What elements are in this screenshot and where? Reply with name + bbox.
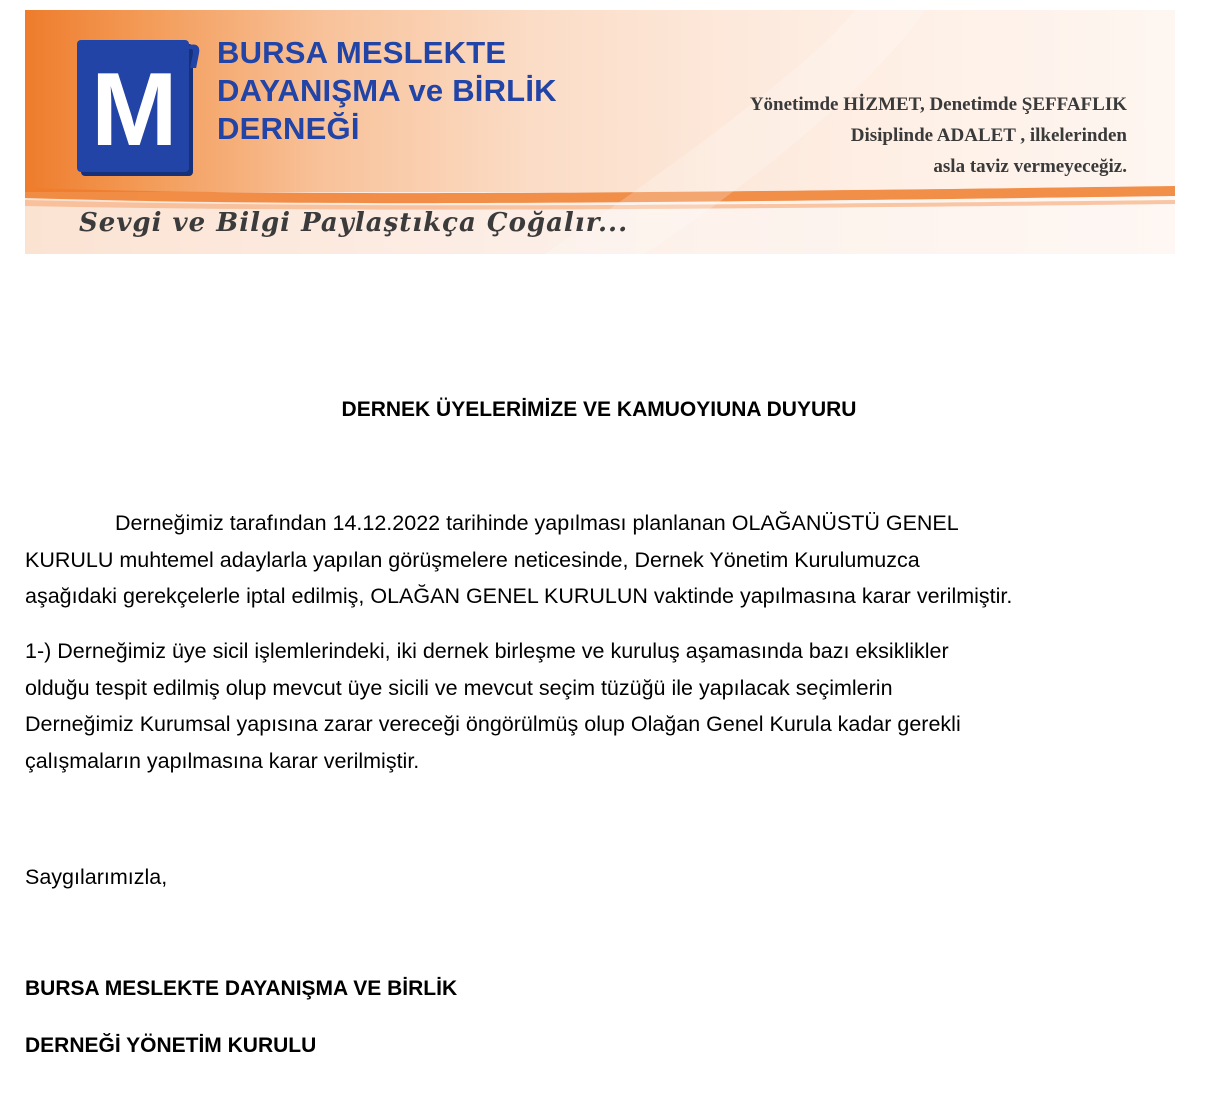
slogan: Sevgi ve Bilgi Paylaştıkça Çoğalır... <box>79 208 629 238</box>
paragraph-1-line-2: KURULU muhtemel adaylarla yapılan görüşmelere neticesinde, Dernek Yönetim Kurulumuzca <box>25 547 920 572</box>
logo-big-letter: M <box>91 52 174 168</box>
paragraph-2-line-1: 1-) Derneğimiz üye sicil işlemlerindeki, iki dernek birleşme ve kuruluş aşamasında bazı eksiklikler <box>25 639 949 663</box>
paragraph-1-line-3: aşağıdaki gerekçelerle iptal edilmiş, OLAĞAN GENEL KURULUN vaktinde yapılmasına karar verilmiştir. <box>25 584 1013 608</box>
logo-small-letter: m <box>162 29 202 78</box>
document-title: DERNEK ÜYELERİMİZE VE KAMUOYIUNA DUYURU <box>341 398 857 421</box>
org-name-line-3: DERNEĞİ <box>217 111 360 146</box>
signature-line-2: DERNEĞİ YÖNETİM KURULU <box>25 1034 317 1057</box>
org-name-line-2: DAYANIŞMA ve BİRLİK <box>217 73 557 108</box>
paragraph-2-line-3: Derneğimiz Kurumsal yapısına zarar vereceği öngörülmüş olup Olağan Genel Kurula kadar gerekli <box>25 712 961 736</box>
swoosh-orange-band <box>25 186 1175 203</box>
paragraph-2-line-2: olduğu tespit edilmiş olup mevcut üye sicili ve mevcut seçim tüzüğü ile yapılacak seçimlerin <box>25 675 893 700</box>
motto-line-3: asla taviz vermeyeceğiz. <box>933 156 1127 177</box>
organization-name <box>217 34 557 148</box>
paragraph-1 <box>25 505 1195 615</box>
org-name-line-1: BURSA MESLEKTE <box>217 35 507 70</box>
motto-line-1: Yönetimde HİZMET, Denetimde ŞEFFAFLIK <box>749 94 1127 115</box>
motto-line-2: Disiplinde ADALET , ilkelerinden <box>850 125 1127 146</box>
closing-salutation: Saygılarımızla, <box>25 865 168 889</box>
motto <box>750 89 1127 182</box>
paragraph-2 <box>25 633 1195 779</box>
paragraph-2-line-4: çalışmaların yapılmasına karar verilmiştir. <box>25 748 420 773</box>
paragraph-1-line-1: Derneğimiz tarafından 14.12.2022 tarihinde yapılması planlanan OLAĞANÜSTÜ GENEL <box>115 511 959 535</box>
signature-line-1: BURSA MESLEKTE DAYANIŞMA VE BİRLİK <box>25 977 458 1000</box>
letterhead-banner <box>25 10 1175 254</box>
